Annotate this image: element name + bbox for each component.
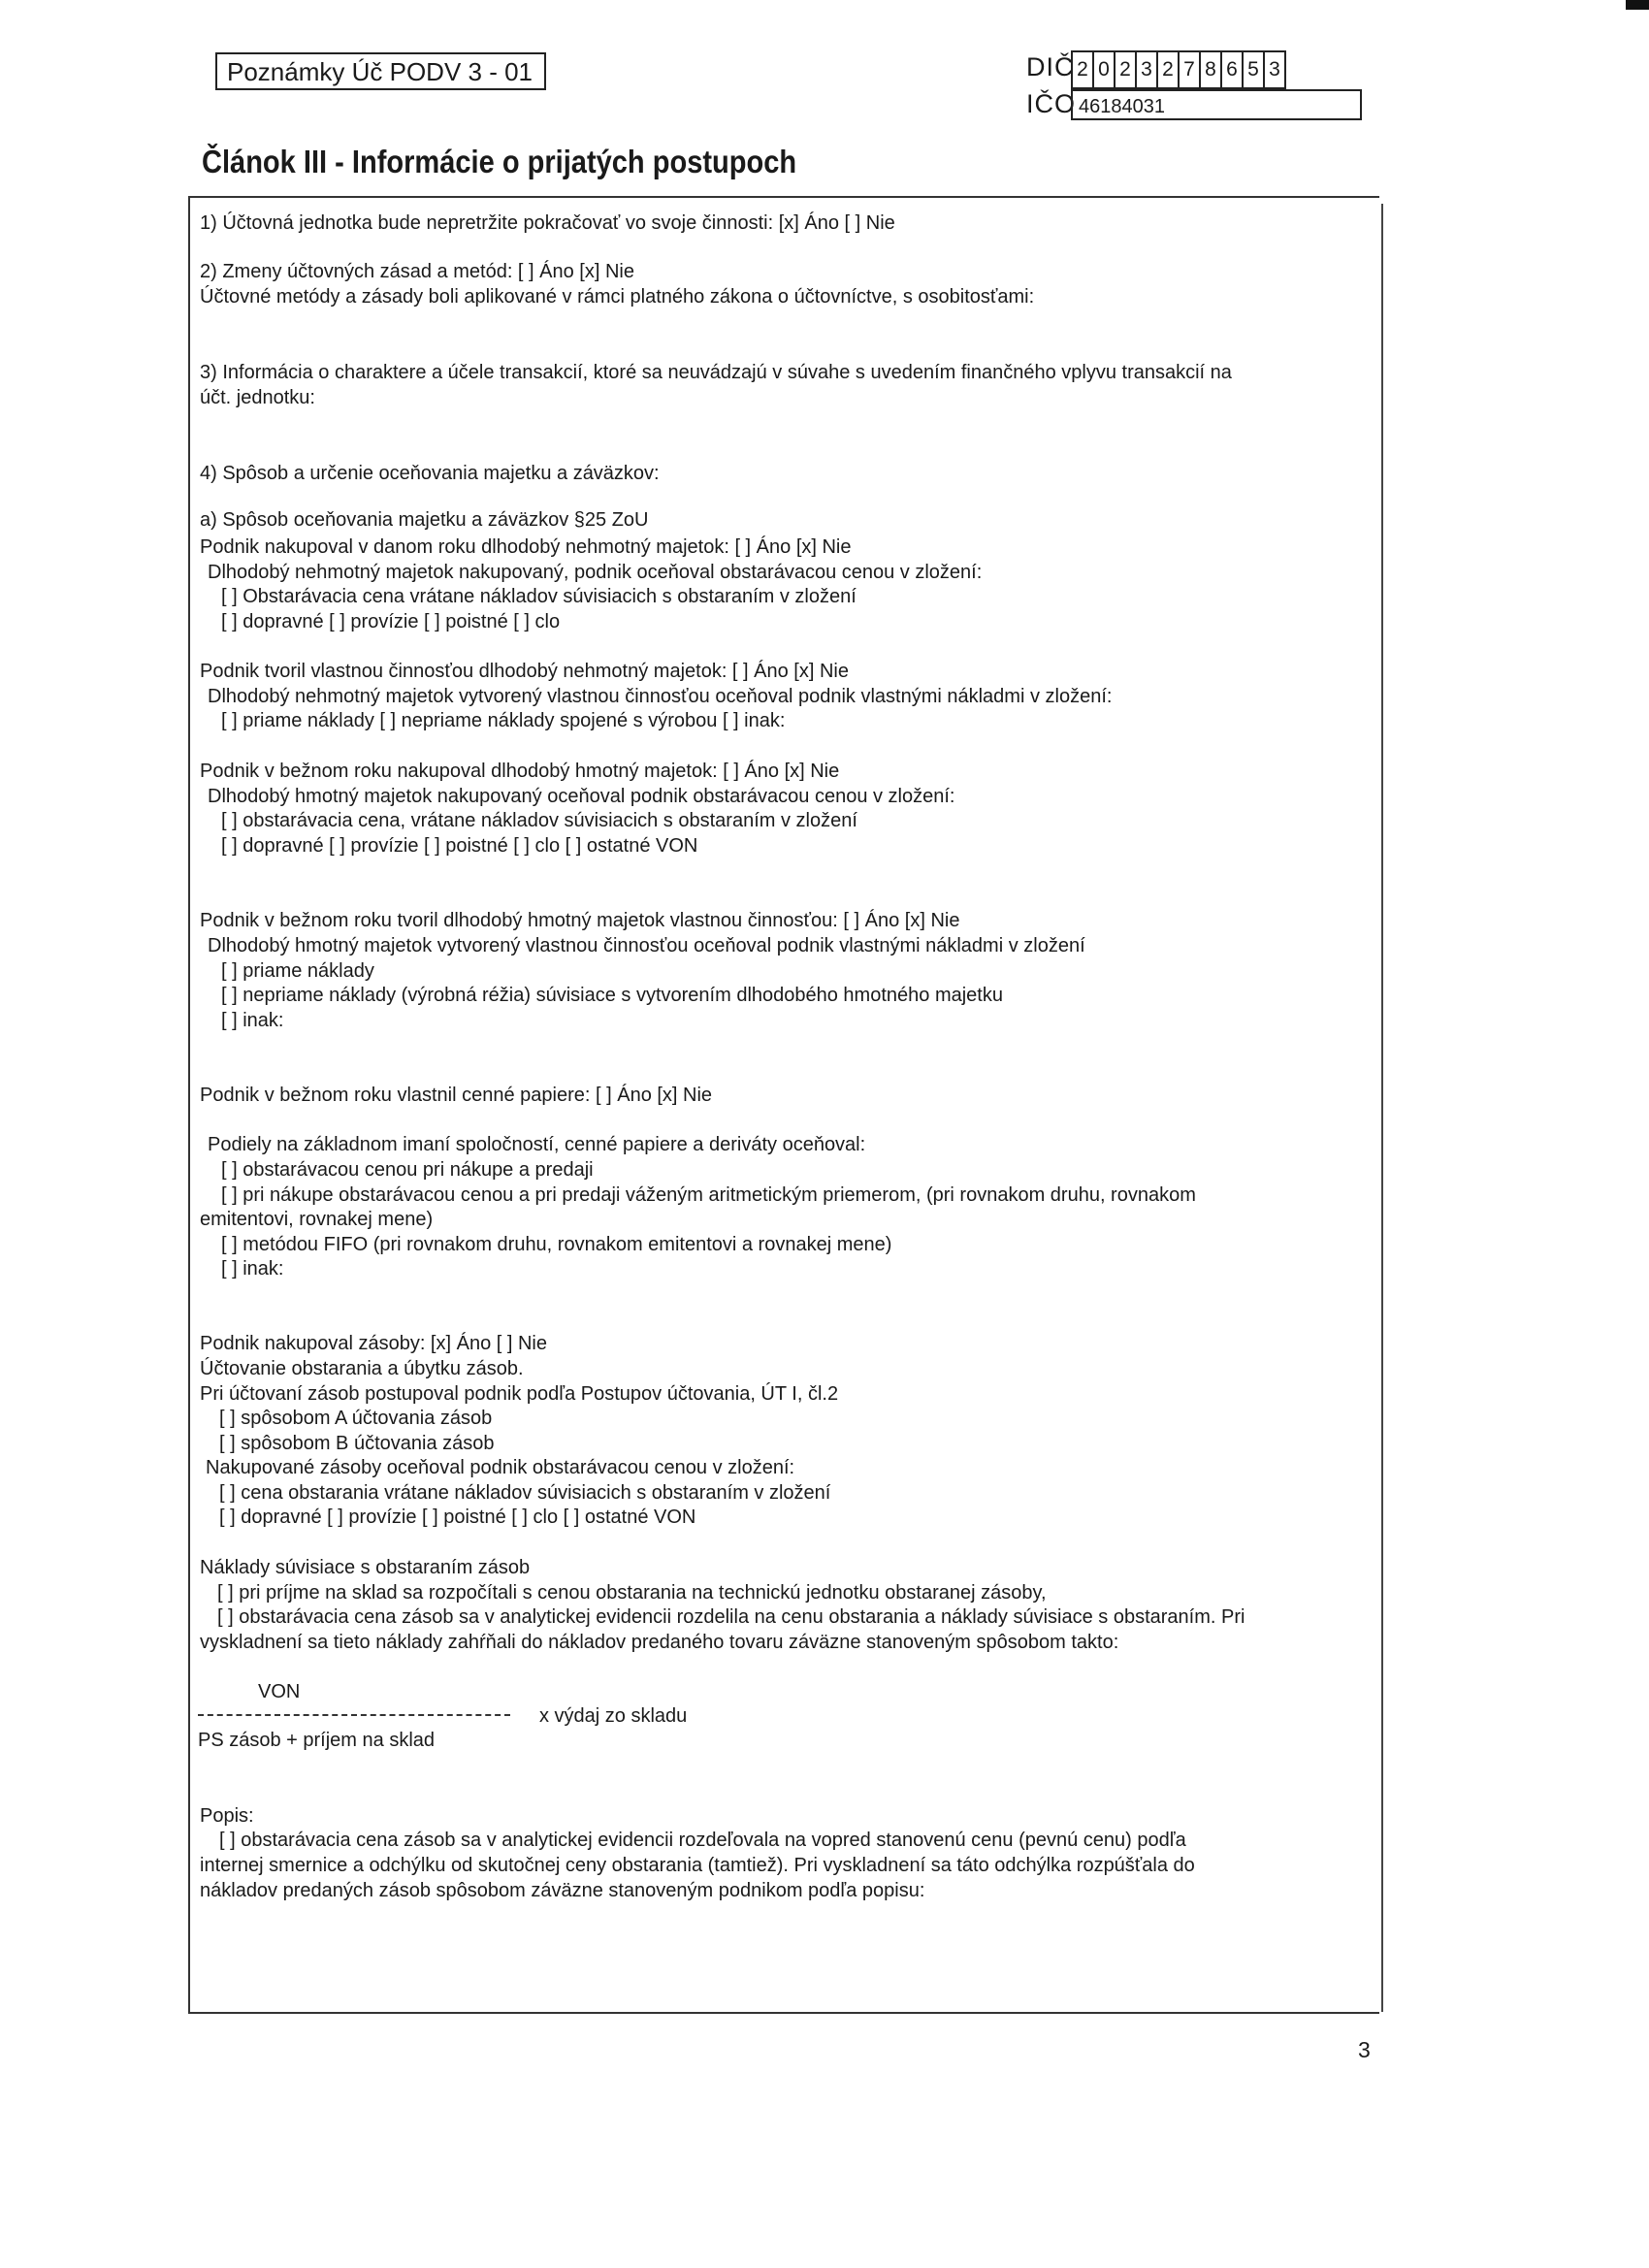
text-line: [ ] pri nákupe obstarávacou cenou a pri predaji váženým aritmetickým priemerom, (pri rovnakom druhu, rovnakom	[221, 1184, 1196, 1206]
dic-digit-boxes	[1071, 50, 1286, 89]
text-line: emitentovi, rovnakej mene)	[200, 1209, 434, 1230]
text-line: vyskladnení sa tieto náklady zahŕňali do nákladov predaného tovaru záväzne stanoveným spôsobom takto:	[200, 1632, 1119, 1653]
dic-digit: 8	[1201, 52, 1222, 87]
text-line: Podnik nakupoval zásoby: [x] Áno [ ] Nie	[200, 1333, 547, 1354]
text-line: [ ] priame náklady [ ] nepriame náklady spojené s výrobou [ ] inak:	[221, 710, 786, 731]
text-line: [ ] dopravné [ ] provízie [ ] poistné [ ] clo	[221, 611, 561, 632]
text-line: Dlhodobý nehmotný majetok vytvorený vlastnou činnosťou oceňoval podnik vlastnými nákladmi v zložení:	[208, 686, 1113, 707]
text-line: Dlhodobý nehmotný majetok nakupovaný, podnik oceňoval obstarávacou cenou v zložení:	[208, 562, 983, 583]
text-line: Účtovanie obstarania a úbytku zásob.	[200, 1358, 524, 1379]
text-line: [ ] dopravné [ ] provízie [ ] poistné [ ] clo [ ] ostatné VON	[221, 835, 698, 857]
dic-digit: 2	[1158, 52, 1180, 87]
text-line: internej smernice a odchýlku od skutočnej ceny obstarania (tamtiež). Pri vyskladnení sa táto odchýlka rozpúšťala do	[200, 1855, 1195, 1876]
page-number: 3	[1358, 2037, 1371, 2062]
ico-value: 46184031	[1071, 89, 1362, 120]
text-line: Dlhodobý hmotný majetok vytvorený vlastnou činnosťou oceňoval podnik vlastnými nákladmi v zložení	[208, 935, 1085, 956]
scan-edge-mark	[1626, 0, 1649, 10]
text-line: [ ] Obstarávacia cena vrátane nákladov súvisiacich s obstaraním v zložení	[221, 586, 857, 607]
text-line: [ ] metódou FIFO (pri rovnakom druhu, rovnakom emitentovi a rovnakej mene)	[221, 1234, 892, 1255]
text-line: 1) Účtovná jednotka bude nepretržite pokračovať vo svoje činnosti: [x] Áno [ ] Nie	[200, 212, 895, 234]
dic-digit: 7	[1180, 52, 1201, 87]
dic-digit: 2	[1116, 52, 1137, 87]
text-line: Podnik v bežnom roku vlastnil cenné papiere: [ ] Áno [x] Nie	[200, 1085, 713, 1106]
text-line: [ ] spôsobom A účtovania zásob	[219, 1408, 493, 1429]
text-line: [ ] cena obstarania vrátane nákladov súvisiacich s obstaraním v zložení	[219, 1482, 831, 1504]
text-line: [ ] inak:	[221, 1010, 284, 1031]
text-line: [ ] inak:	[221, 1258, 284, 1280]
section-heading: Článok III - Informácie o prijatých postupoch	[202, 144, 797, 179]
text-line: Dlhodobý hmotný majetok nakupovaný oceňoval podnik obstarávacou cenou v zložení:	[208, 786, 955, 807]
text-line: a) Spôsob oceňovania majetku a záväzkov §25 ZoU	[200, 509, 649, 531]
text-line: Náklady súvisiace s obstaraním zásob	[200, 1557, 531, 1578]
dic-label: DIČ	[1026, 52, 1075, 81]
text-line: účt. jednotku:	[200, 387, 315, 408]
text-line: [ ] obstarávacia cena zásob sa v analytickej evidencii rozdeľovala na vopred stanovenú cenu (pevnú cenu) podľa	[219, 1830, 1186, 1851]
text-line: 3) Informácia o charaktere a účele transakcií, ktoré sa neuvádzajú v súvahe s uvedením finančného vplyvu transakcií na	[200, 362, 1232, 383]
text-line: Popis:	[200, 1805, 254, 1827]
text-line: Podnik v bežnom roku nakupoval dlhodobý hmotný majetok: [ ] Áno [x] Nie	[200, 761, 840, 782]
dic-digit: 3	[1265, 52, 1286, 87]
text-line: [ ] obstarávacia cena, vrátane nákladov súvisiacich s obstaraním v zložení	[221, 810, 857, 831]
ico-label: IČO	[1026, 89, 1077, 118]
text-line: Podnik v bežnom roku tvoril dlhodobý hmotný majetok vlastnou činnosťou: [ ] Áno [x] Nie	[200, 910, 960, 931]
text-line: Pri účtovaní zásob postupoval podnik podľa Postupov účtovania, ÚT I, čl.2	[200, 1383, 839, 1405]
fraction-line	[198, 1714, 510, 1716]
text-line: [ ] obstarávacia cena zásob sa v analytickej evidencii rozdelila na cenu obstarania a náklady súvisiace s obstaraním. Pri	[217, 1606, 1245, 1628]
text-line: 2) Zmeny účtovných zásad a metód: [ ] Áno [x] Nie	[200, 261, 634, 282]
text-line: [ ] spôsobom B účtovania zásob	[219, 1433, 495, 1454]
text-line: [ ] obstarávacou cenou pri nákupe a predaji	[221, 1159, 594, 1181]
text-line: VON	[258, 1681, 301, 1702]
text-line: [ ] pri príjme na sklad sa rozpočítali s cenou obstarania na technickú jednotku obstaranej zásoby,	[217, 1582, 1047, 1604]
text-line: Nakupované zásoby oceňoval podnik obstarávacou cenou v zložení:	[206, 1457, 795, 1478]
text-line: PS zásob + príjem na sklad	[198, 1730, 436, 1751]
text-line: nákladov predaných zásob spôsobom záväzne stanoveným podnikom podľa popisu:	[200, 1880, 925, 1901]
text-line: Účtovné metódy a zásady boli aplikované v rámci platného zákona o účtovníctve, s osobitosťami:	[200, 286, 1035, 308]
form-label: Poznámky Úč PODV 3 - 01	[215, 52, 546, 90]
text-line: Podnik tvoril vlastnou činnosťou dlhodobý nehmotný majetok: [ ] Áno [x] Nie	[200, 661, 849, 682]
text-line: [ ] nepriame náklady (výrobná réžia) súvisiace s vytvorením dlhodobého hmotného majetku	[221, 985, 1003, 1006]
text-line: [ ] dopravné [ ] provízie [ ] poistné [ ] clo [ ] ostatné VON	[219, 1507, 696, 1528]
text-line: [ ] priame náklady	[221, 960, 374, 982]
dic-digit: 6	[1222, 52, 1244, 87]
text-line: Podnik nakupoval v danom roku dlhodobý nehmotný majetok: [ ] Áno [x] Nie	[200, 536, 852, 558]
dic-digit: 3	[1137, 52, 1158, 87]
dic-digit: 5	[1244, 52, 1265, 87]
text-line: Podiely na základnom imaní spoločností, cenné papiere a deriváty oceňoval:	[208, 1134, 866, 1155]
text-line: 4) Spôsob a určenie oceňovania majetku a záväzkov:	[200, 463, 660, 484]
dic-digit: 0	[1094, 52, 1116, 87]
text-line: x výdaj zo skladu	[539, 1705, 688, 1727]
dic-digit: 2	[1073, 52, 1094, 87]
